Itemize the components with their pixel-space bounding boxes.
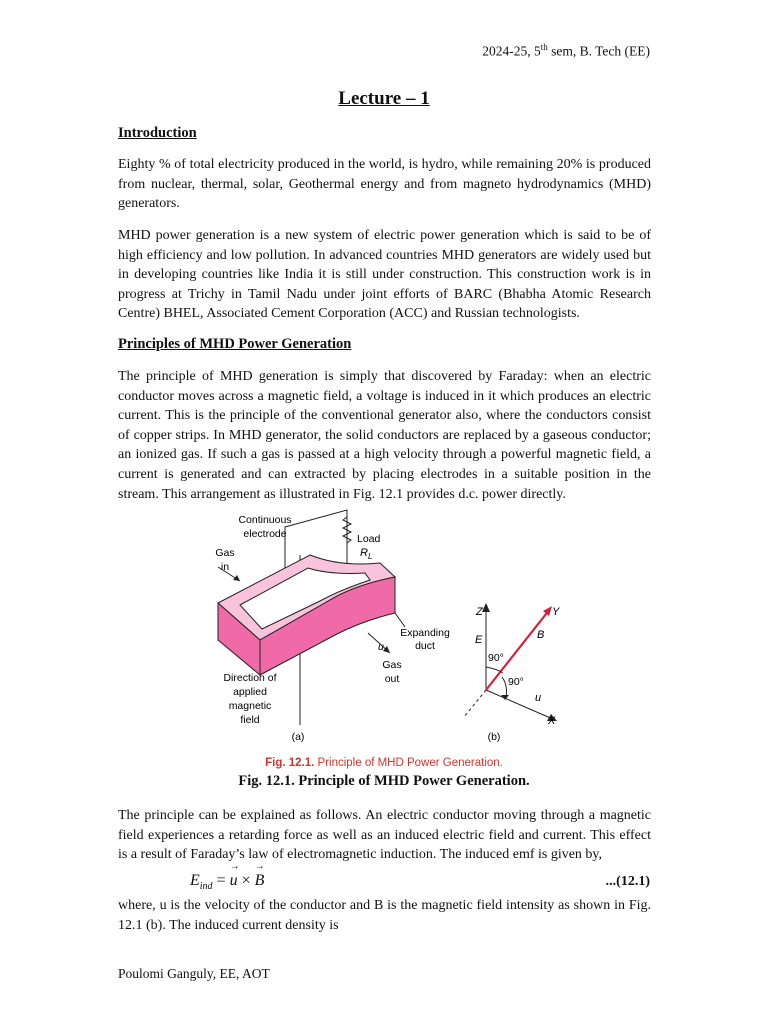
- header-sup: th: [540, 42, 548, 52]
- z-axis-arrowhead: [482, 603, 490, 612]
- angle-arc-2: [502, 677, 507, 698]
- label-u-axis: u: [535, 692, 542, 704]
- header-rest: sem, B. Tech (EE): [547, 43, 650, 59]
- label-direction-2: applied: [233, 686, 267, 698]
- label-electrode: electrode: [243, 528, 287, 540]
- label-y: Y: [552, 606, 560, 618]
- page-footer: Poulomi Ganguly, EE, AOT: [118, 966, 270, 981]
- figure-caption-red-text: Principle of MHD Power Generation.: [314, 757, 503, 769]
- lecture-title: Lecture – 1: [338, 88, 430, 109]
- label-duct: duct: [415, 640, 435, 652]
- equation-expression: [190, 872, 264, 892]
- gas-in-arrowhead: [233, 575, 240, 581]
- label-b: B: [537, 629, 545, 641]
- principles-paragraph-3: where, u is the velocity of the conductor and B is the magnetic field intensity as shown in Fig. 12.1 (b). The induced current density is: [118, 898, 651, 933]
- label-direction-4: field: [240, 714, 260, 726]
- eq-equals: =: [212, 872, 230, 889]
- label-continuous: Continuous: [238, 514, 292, 526]
- label-direction-1: Direction of: [223, 672, 277, 684]
- induced-emf-equation: [190, 872, 650, 898]
- label-load: Load: [357, 533, 381, 545]
- header-year: 2024-25, 5: [482, 43, 541, 59]
- label-z: Z: [476, 606, 483, 618]
- figure-caption-red: [0, 757, 768, 769]
- label-expanding: Expanding: [400, 627, 450, 639]
- label-gas-out-1: Gas: [382, 659, 402, 671]
- label-panel-a: (a): [291, 731, 305, 743]
- figure-caption: Fig. 12.1. Principle of MHD Power Generation.: [238, 773, 530, 789]
- introduction-heading: Introduction: [118, 125, 197, 141]
- label-rl-sub: L: [367, 552, 373, 561]
- label-gas-in-2: in: [220, 561, 230, 573]
- label-angle-1: 90°: [488, 652, 504, 664]
- figure-caption-red-prefix: Fig. 12.1.: [265, 757, 315, 769]
- label-u: u: [378, 641, 384, 653]
- mhd-diagram: [190, 505, 570, 745]
- x-axis: [486, 690, 555, 720]
- label-rl-main: R: [360, 547, 368, 559]
- label-angle-2: 90°: [508, 676, 524, 688]
- negative-y-axis: [464, 690, 486, 717]
- intro-paragraph-2: MHD power generation is a new system of electric power generation which is said to be of high efficiency and low pollution. In advanced countries MHD generators are widely used but in developing countries like India it is still under construction. This construction work is in progress at Trichy in Tamil Nadu under joint efforts of BARC (Bhabha Atomic Research Centre) BHEL, Associated Cement Corporation (ACC) and Russian technologists.: [118, 228, 651, 322]
- label-panel-b: (b): [487, 731, 501, 743]
- label-rl: [360, 547, 372, 561]
- label-e: E: [475, 634, 483, 646]
- principles-heading: Principles of MHD Power Generation: [118, 336, 352, 352]
- label-direction-3: magnetic: [228, 700, 272, 712]
- equation-number: ...(12.1): [605, 874, 650, 889]
- mhd-figure: [190, 505, 570, 745]
- eq-b-vector: → B: [255, 872, 265, 890]
- eq-times: ×: [237, 872, 255, 889]
- label-gas-out-2: out: [384, 673, 400, 685]
- eq-lhs-sub: ind: [199, 881, 213, 893]
- intro-paragraph-1: Eighty % of total electricity produced in the world, is hydro, while remaining 20% is produced from nuclear, thermal, solar, Geothermal energy and from magneto hydrodynamics (MHD) generators.: [118, 157, 651, 212]
- label-gas-in-1: Gas: [215, 547, 235, 559]
- eq-lhs: E: [190, 872, 200, 889]
- principles-paragraph-1: The principle of MHD generation is simply that discovered by Faraday: when an electric conductor moves across a magnetic field, a voltage is induced in it which produces an electric current. This is the principle of the conventional generator also, where the conductors consist of copper strips. In MHD generator, the solid conductors are replaced by a gaseous conductor; an ionized gas. If such a gas is passed at a high velocity through a powerful magnetic field, a current is generated and can extracted by placing electrodes in a suitable position in the stream. This arrangement as illustrated in Fig. 12.1 provides d.c. power directly.: [118, 369, 651, 502]
- expanding-duct-pointer: [395, 613, 405, 627]
- principles-paragraph-2: The principle can be explained as follows. An electric conductor moving through a magnetic field experiences a retarding force as well as an induced electric field and current. This effect is a result of Faraday’s law of electromagnetic induction. The induced emf is given by,: [118, 808, 651, 863]
- course-header: [482, 42, 650, 60]
- label-x: X: [548, 715, 556, 727]
- eq-u-vector: → u: [230, 872, 238, 890]
